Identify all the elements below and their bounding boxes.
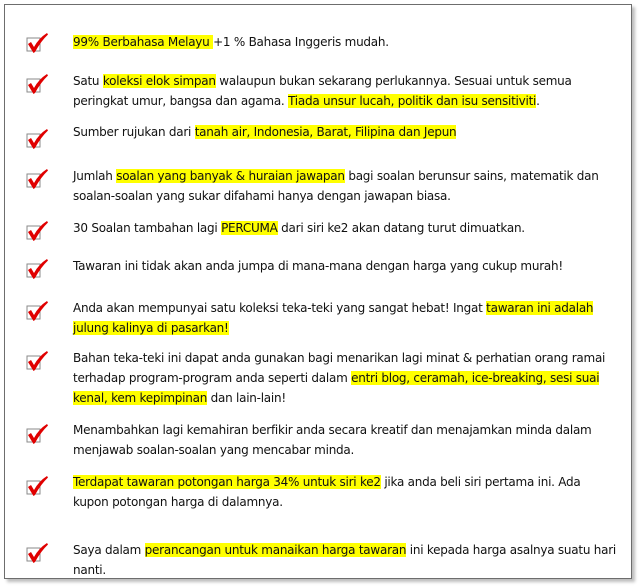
feature-text bbox=[73, 472, 618, 512]
text-segment: ini kepada harga asalnya suatu hari nanti. bbox=[73, 543, 616, 577]
highlighted-text: Tiada unsur lucah, politik dan isu sensitiviti bbox=[288, 94, 537, 108]
highlighted-text: PERCUMA bbox=[221, 221, 278, 235]
red-checkmark-icon bbox=[25, 423, 49, 447]
feature-text bbox=[73, 420, 618, 460]
feature-text bbox=[73, 71, 618, 111]
feature-text bbox=[73, 540, 618, 580]
feature-text bbox=[73, 32, 618, 52]
highlighted-text: 99% Berbahasa Melayu bbox=[73, 35, 214, 49]
highlighted-text: tanah air, Indonesia, Barat, Filipina dan Jepun bbox=[194, 125, 457, 139]
highlighted-text: entri blog, ceramah, ice-breaking, sesi suai kenal, kem kepimpinan bbox=[73, 371, 600, 405]
feature-text bbox=[73, 122, 618, 142]
red-checkmark-icon bbox=[25, 350, 49, 374]
text-segment: 30 Soalan tambahan lagi bbox=[73, 221, 222, 235]
text-segment: dan lain-lain! bbox=[207, 391, 286, 405]
text-segment: jika anda beli siri pertama ini. Ada kupon potongan harga di dalamnya. bbox=[73, 475, 581, 509]
text-segment: Satu bbox=[73, 74, 103, 88]
highlighted-text: koleksi elok simpan bbox=[102, 74, 216, 88]
text-segment: Sumber rujukan dari bbox=[73, 125, 195, 139]
feature-text bbox=[73, 256, 618, 276]
red-checkmark-icon bbox=[25, 258, 49, 282]
red-checkmark-icon bbox=[25, 542, 49, 566]
text-segment: dari siri ke2 akan datang turut dimuatkan. bbox=[277, 221, 525, 235]
highlighted-text: tawaran ini adalah julung kalinya di pasarkan! bbox=[73, 301, 594, 335]
highlighted-text: perancangan untuk manaikan harga tawaran bbox=[144, 543, 407, 557]
red-checkmark-icon bbox=[25, 300, 49, 324]
text-segment: walaupun bukan sekarang perlukannya. Sesuai untuk semua peringkat umur, bangsa dan agama. bbox=[73, 74, 572, 108]
text-segment: . bbox=[536, 94, 540, 108]
highlighted-text: soalan yang banyak & huraian jawapan bbox=[116, 169, 345, 183]
feature-text bbox=[73, 166, 618, 206]
text-segment: bagi soalan berunsur sains, matematik dan soalan-soalan yang sukar difahami hanya dengan jawapan biasa. bbox=[73, 169, 599, 203]
text-segment: Bahan teka-teki ini dapat anda gunakan bagi menarikan lagi minat & perhatian orang ramai terhadap program-program anda seperti dalam bbox=[73, 351, 606, 385]
red-checkmark-icon bbox=[25, 32, 49, 56]
highlighted-text: Terdapat tawaran potongan harga 34% untuk siri ke2 bbox=[73, 475, 381, 489]
text-segment: Menambahkan lagi kemahiran berfikir anda secara kreatif dan menajamkan minda dalam menjawab soalan-soalan yang mencabar minda. bbox=[73, 423, 592, 457]
text-segment: +1 % Bahasa Inggeris mudah. bbox=[213, 35, 389, 49]
red-checkmark-icon bbox=[25, 220, 49, 244]
feature-list-box bbox=[4, 4, 632, 579]
red-checkmark-icon bbox=[25, 73, 49, 97]
feature-text bbox=[73, 348, 618, 408]
text-segment: Anda akan mempunyai satu koleksi teka-teki yang sangat hebat! Ingat bbox=[73, 301, 487, 315]
feature-text bbox=[73, 218, 618, 238]
text-segment: Saya dalam bbox=[73, 543, 145, 557]
red-checkmark-icon bbox=[25, 168, 49, 192]
text-segment: Jumlah bbox=[73, 169, 117, 183]
feature-text bbox=[73, 298, 618, 338]
red-checkmark-icon bbox=[25, 128, 49, 152]
text-segment: Tawaran ini tidak akan anda jumpa di mana-mana dengan harga yang cukup murah! bbox=[73, 259, 563, 273]
red-checkmark-icon bbox=[25, 475, 49, 499]
